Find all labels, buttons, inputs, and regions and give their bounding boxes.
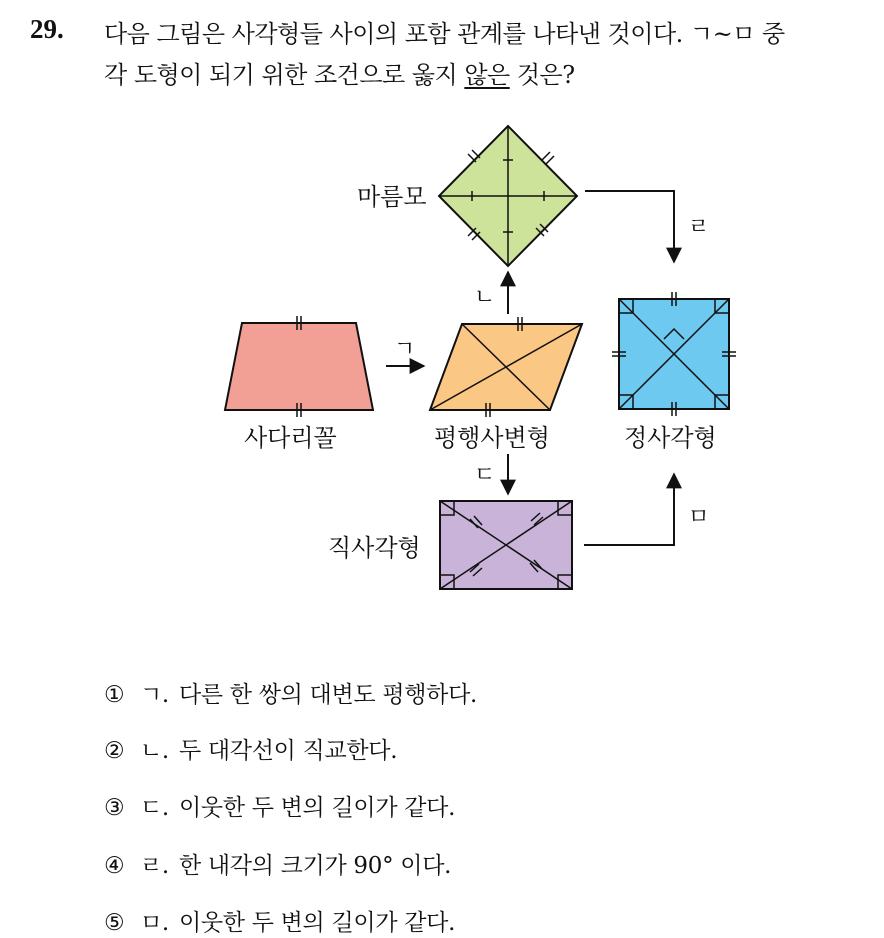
choice-5[interactable] [104,904,455,937]
question-text-line2-start: 각 도형이 되기 위한 조건으로 옳지 [104,61,465,89]
choice-3-letter: ㄷ. [140,795,169,821]
choice-1-letter: ㄱ. [140,682,169,708]
arrow-b-label: ㄴ [474,285,496,310]
arrow-a-label: ㄱ [394,337,416,362]
choice-3-text: 이웃한 두 변의 길이가 같다. [178,795,456,821]
rhombus-shape [439,126,577,266]
choice-4-letter: ㄹ. [140,853,169,879]
square-shape [612,292,736,416]
square-label: 정사각형 [624,424,717,452]
choice-5-letter: ㅁ. [140,910,169,936]
arrow-d-label: ㄹ [688,215,710,240]
choice-4-number: ④ [104,853,125,879]
choice-1[interactable] [104,676,477,709]
rectangle-label: 직사각형 [328,534,421,562]
choice-5-text: 이웃한 두 변의 길이가 같다. [178,910,456,936]
choice-2-number: ② [104,738,125,764]
question-text-line1: 다음 그림은 사각형들 사이의 포함 관계를 나타낸 것이다. ㄱ~ㅁ 중 [104,20,785,48]
parallelogram-label: 평행사변형 [434,424,550,452]
trapezoid-shape [225,316,373,417]
arrow-e-label: ㅁ [688,505,710,530]
trapezoid-label: 사다리꼴 [244,424,337,452]
choice-2[interactable] [104,732,397,765]
choice-1-number: ① [104,682,125,708]
choice-4-text: 한 내각의 크기가 90° 이다. [178,853,452,879]
question-text-line2-end: 것은? [509,61,575,89]
choice-2-text: 두 대각선이 직교한다. [178,738,398,764]
choice-5-number: ⑤ [104,910,125,936]
arrow-e [584,474,674,545]
choice-1-text: 다른 한 쌍의 대변도 평행하다. [178,682,478,708]
parallelogram-shape [430,317,582,417]
rhombus-label: 마름모 [357,183,427,211]
arrow-c-label: ㄷ [474,463,496,488]
choice-2-letter: ㄴ. [140,738,169,764]
rectangle-shape [440,501,572,589]
question-emphasis-not: 않은 [464,61,510,89]
question-number: 29. [30,14,64,44]
choice-3-number: ③ [104,795,125,821]
trapezoid-fill [225,323,373,410]
choice-4[interactable] [104,847,451,880]
choice-3[interactable] [104,789,455,822]
arrow-d [585,191,674,262]
